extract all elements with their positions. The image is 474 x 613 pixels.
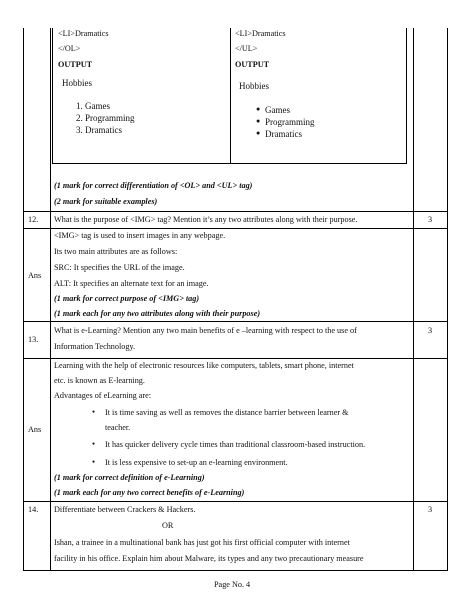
question-text: Information Technology. xyxy=(54,342,136,351)
output-label: OUTPUT xyxy=(235,60,270,69)
bullet-text: It has quicker delivery cycle times than traditional classroom-based instruction. xyxy=(105,440,366,449)
bullet-icon: ● xyxy=(92,460,96,465)
ordered-list-item: 2. Programming xyxy=(76,113,135,123)
answer-line: Its two main attributes are as follows: xyxy=(54,247,178,256)
question-text: Differentiate between Crackers & Hackers. xyxy=(54,505,196,514)
bullet-icon: ● xyxy=(256,117,261,125)
bullet-text: It is time saving as well as removes the distance barrier between learner & xyxy=(105,408,349,417)
table-column-divider xyxy=(413,28,414,571)
ordered-list-item: 3. Dramatics xyxy=(76,125,122,135)
row-divider xyxy=(23,321,448,322)
answer-line: Advantages of eLearning are: xyxy=(54,391,152,400)
bullet-icon: ● xyxy=(92,442,96,447)
code-line: </UL> xyxy=(235,44,258,53)
question-number: 13. xyxy=(28,335,39,344)
code-line: <LI>Dramatics xyxy=(58,29,109,38)
row-divider xyxy=(23,211,448,212)
bullet-text: teacher. xyxy=(105,423,131,432)
row-divider xyxy=(23,501,448,502)
rendered-heading: Hobbies xyxy=(62,78,92,88)
row-divider xyxy=(23,228,448,229)
question-text: What is e-Learning? Mention any two main benefits of e –learning with respect to the use of xyxy=(54,326,357,335)
question-text: What is the purpose of <IMG> tag? Mention it’s any two attributes along with their purpose. xyxy=(54,215,358,224)
marking-scheme: (1 mark for correct differentiation of <OL> and <UL> tag) xyxy=(54,181,253,190)
marks-value: 3 xyxy=(428,326,433,335)
bullet-icon: ● xyxy=(256,105,261,113)
table-border-bottom xyxy=(23,570,448,571)
marks-value: 3 xyxy=(428,215,433,224)
marking-scheme: (2 mark for suitable examples) xyxy=(54,197,158,206)
question-number: 12. xyxy=(28,215,39,224)
answer-line: <IMG> tag is used to insert images in any webpage. xyxy=(54,231,226,240)
row-divider xyxy=(23,358,448,359)
question-text: Ishan, a trainee in a multinational bank has just got his first official computer with internet xyxy=(54,538,350,547)
answer-label: Ans xyxy=(28,425,42,434)
marking-scheme: (1 mark for correct purpose of <IMG> tag) xyxy=(54,294,200,303)
answer-label: Ans xyxy=(28,271,42,280)
bullet-icon: ● xyxy=(256,129,261,137)
or-separator: OR xyxy=(162,521,174,530)
answer-line: SRC: It specifies the URL of the image. xyxy=(54,263,185,272)
output-label: OUTPUT xyxy=(58,60,93,69)
ordered-list-item: 1. Games xyxy=(76,101,110,111)
marking-scheme: (1 mark each for any two correct benefits of e-Learning) xyxy=(54,488,245,497)
unordered-list-item: Dramatics xyxy=(265,129,302,139)
answer-line: etc. is known as E-learning. xyxy=(54,376,145,385)
answer-line: Learning with the help of electronic resources like computers, tablets, smart phone, internet xyxy=(54,361,354,370)
code-line: </OL> xyxy=(58,44,81,53)
question-text: facility in his office. Explain him about Malware, its types and any two precautionary measure xyxy=(54,554,364,563)
table-border-left xyxy=(23,28,24,571)
marking-scheme: (1 mark each for any two attributes along with their purpose) xyxy=(54,309,261,318)
unordered-list-item: Programming xyxy=(265,117,315,127)
table-border-right xyxy=(447,28,448,571)
answer-line: ALT: It specifies an alternate text for an image. xyxy=(54,279,209,288)
page-number: Page No. 4 xyxy=(214,580,251,589)
table-column-divider xyxy=(50,28,51,571)
code-line: <LI>Dramatics xyxy=(235,29,286,38)
marks-value: 3 xyxy=(428,505,433,514)
bullet-text: It is less expensive to set-up an e-learning environment. xyxy=(105,458,288,467)
question-number: 14. xyxy=(28,505,39,514)
unordered-list-item: Games xyxy=(265,105,290,115)
bullet-icon: ● xyxy=(92,410,96,415)
marking-scheme: (1 mark for correct definition of e-Learning) xyxy=(54,473,205,482)
rendered-heading: Hobbies xyxy=(239,81,269,91)
